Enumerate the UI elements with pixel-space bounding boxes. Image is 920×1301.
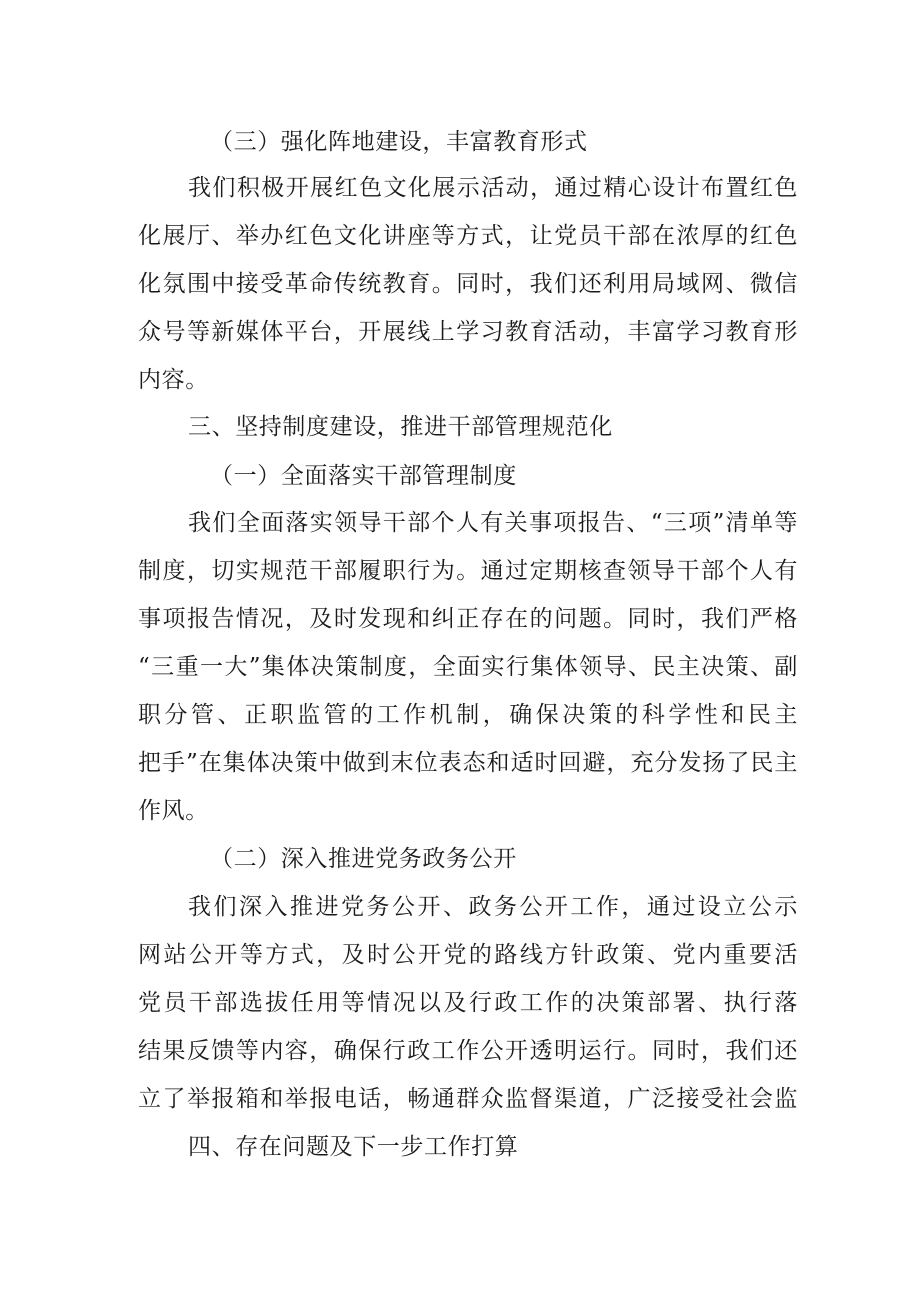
- paragraph-line: 把手”在集体决策中做到末位表态和适时回避，充分发扬了民主: [138, 750, 798, 776]
- paragraph-line: “三重一大”集体决策制度，全面实行集体领导、民主决策、副: [138, 654, 798, 680]
- paragraph-line: 立了举报箱和举报电话，畅通群众监督渠道，广泛接受社会监: [138, 1086, 798, 1112]
- paragraph-line: 作风。: [138, 798, 209, 824]
- paragraph-line: 内容。: [138, 367, 209, 393]
- paragraph-line: 党员干部选拔任用等情况以及行政工作的决策部署、执行落: [138, 990, 798, 1016]
- paragraph-line: 众号等新媒体平台，开展线上学习教育活动，丰富学习教育形: [138, 319, 798, 345]
- paragraph-line: 网站公开等方式，及时公开党的路线方针政策、党内重要活: [138, 942, 798, 968]
- chapter-heading-4: 四、存在问题及下一步工作打算: [188, 1134, 519, 1160]
- section-heading-1: （一）全面落实干部管理制度: [210, 463, 517, 489]
- paragraph-line: 我们全面落实领导干部个人有关事项报告、“三项”清单等: [188, 510, 798, 536]
- paragraph-line: 化展厅、举办红色文化讲座等方式，让党员干部在浓厚的红色: [138, 223, 798, 249]
- paragraph-line: 我们深入推进党务公开、政务公开工作，通过设立公示: [188, 894, 798, 920]
- paragraph-line: 我们积极开展红色文化展示活动，通过精心设计布置红色: [188, 175, 798, 201]
- paragraph-line: 事项报告情况，及时发现和纠正存在的问题。同时，我们严格: [138, 606, 798, 632]
- paragraph-line: 结果反馈等内容，确保行政工作公开透明运行。同时，我们还: [138, 1038, 798, 1064]
- section-heading-2: （二）深入推进党务政务公开: [210, 846, 517, 872]
- paragraph-line: 制度，切实规范干部履职行为。通过定期核查领导干部个人有: [138, 558, 798, 584]
- section-heading-3: （三）强化阵地建设，丰富教育形式: [210, 129, 588, 155]
- paragraph-line: 化氛围中接受革命传统教育。同时，我们还利用局域网、微信: [138, 271, 798, 297]
- paragraph-line: 职分管、正职监管的工作机制，确保决策的科学性和民主: [138, 702, 798, 728]
- chapter-heading-3: 三、坚持制度建设，推进干部管理规范化: [188, 414, 613, 440]
